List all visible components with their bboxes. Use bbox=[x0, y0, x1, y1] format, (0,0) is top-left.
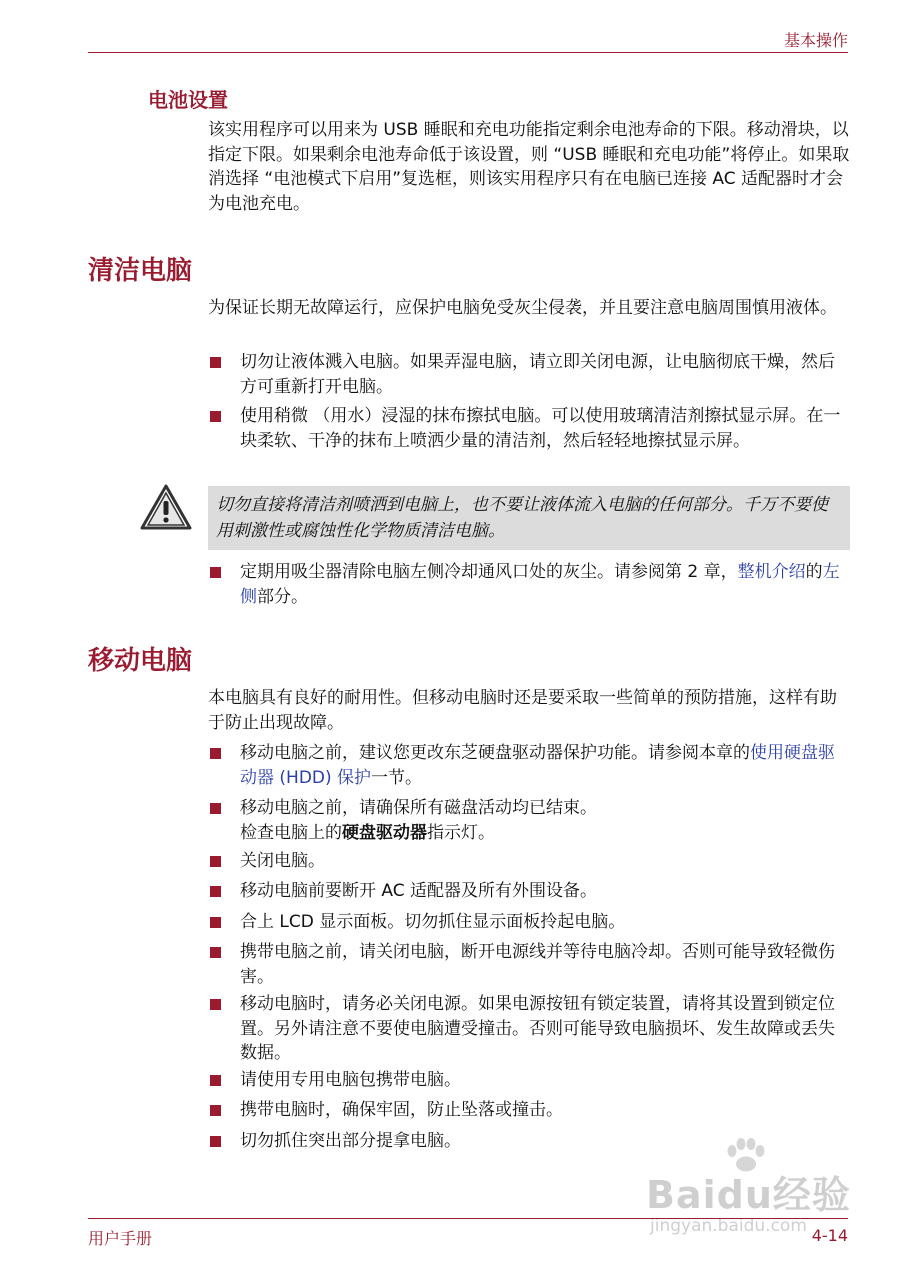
bullet-square-icon bbox=[210, 947, 221, 958]
bullet-text: 携带电脑时，确保牢固，防止坠落或撞击。 bbox=[240, 1100, 563, 1120]
bullet-text-prefix: 移动电脑之前，建议您更改东芝硬盘驱动器保护功能。请参阅本章的 bbox=[240, 743, 750, 763]
bullet-text-line1: 移动电脑之前，请确保所有磁盘活动均已结束。 bbox=[240, 798, 597, 818]
moving-bullet-carry-case bbox=[208, 1068, 850, 1093]
bullet-square-icon bbox=[210, 1075, 221, 1086]
bullet-square-icon bbox=[210, 411, 221, 422]
moving-bullet-secure bbox=[208, 1098, 850, 1123]
cleaning-bullet-cloth bbox=[208, 404, 850, 453]
moving-intro-paragraph: 本电脑具有良好的耐用性。但移动电脑时还是要采取一些简单的预防措施，这样有助于防止出现故障。 bbox=[208, 688, 837, 733]
bullet-text-line2-suffix: 指示灯。 bbox=[427, 822, 495, 843]
header-divider bbox=[88, 52, 848, 53]
bullet-square-icon bbox=[210, 803, 221, 814]
bullet-text-line2-prefix: 检查电脑上的 bbox=[240, 822, 342, 843]
bullet-text: 请使用专用电脑包携带电脑。 bbox=[240, 1070, 461, 1090]
bullet-square-icon bbox=[210, 856, 221, 867]
hdd-indicator-label: 硬盘驱动器 bbox=[342, 822, 427, 843]
caution-note: 切勿直接将清洁剂喷洒到电脑上，也不要让液体流入电脑的任何部分。千万不要使用刺激性或腐蚀性化学物质清洁电脑。 bbox=[208, 486, 850, 550]
bullet-text: 切勿让液体溅入电脑。如果弄湿电脑，请立即关闭电源，让电脑彻底干燥，然后方可重新打开电脑。 bbox=[240, 352, 835, 397]
link-hdd-protection[interactable]: 使用硬盘驱动器 (HDD) 保护 bbox=[240, 743, 835, 788]
running-header: 基本操作 bbox=[783, 31, 848, 50]
warning-triangle-icon bbox=[140, 484, 192, 530]
watermark-url-text: jingyan.baidu.com bbox=[650, 1216, 807, 1236]
cleaning-intro-paragraph: 为保证长期无故障运行，应保护电脑免受灰尘侵袭，并且要注意电脑周围慎用液体。 bbox=[208, 298, 837, 318]
bullet-text-mid: 的 bbox=[805, 562, 823, 582]
baidu-watermark bbox=[638, 1138, 858, 1238]
bullet-text-suffix: 一节。 bbox=[371, 767, 423, 788]
moving-bullet-disconnect bbox=[208, 879, 850, 904]
bullet-square-icon bbox=[210, 1136, 221, 1147]
bullet-square-icon bbox=[210, 999, 221, 1010]
moving-bullet-shutdown bbox=[208, 849, 850, 874]
moving-section-heading: 移动电脑 bbox=[88, 646, 193, 676]
footer-divider bbox=[88, 1218, 848, 1219]
bullet-square-icon bbox=[210, 917, 221, 928]
cleaning-bullet-vacuum bbox=[208, 560, 850, 609]
watermark-logo-text: Baidu经验 bbox=[646, 1173, 851, 1217]
bullet-text-prefix: 定期用吸尘器清除电脑左侧冷却通风口处的灰尘。请参阅第 2 章， bbox=[240, 562, 738, 582]
bullet-square-icon bbox=[210, 1105, 221, 1116]
battery-settings-paragraph: 该实用程序可以用来为 USB 睡眠和充电功能指定剩余电池寿命的下限。移动滑块，以指定下限。如果剩余电池寿命低于该设置，则 “USB 睡眠和充电功能”将停止。如果取消选择 “电池模式下启用”复选框，则该实用程序只有在电脑已连接 AC 适配器时才会为电池充电。 bbox=[208, 120, 850, 214]
bullet-text: 移动电脑前要断开 AC 适配器及所有外围设备。 bbox=[240, 881, 598, 901]
footer-manual-label: 用户手册 bbox=[88, 1229, 153, 1248]
bullet-text: 携带电脑之前，请关闭电脑，断开电源线并等待电脑冷却。否则可能导致轻微伤害。 bbox=[240, 942, 835, 987]
cleaning-bullet-liquid bbox=[208, 350, 850, 399]
bullet-square-icon bbox=[210, 357, 221, 368]
bullet-text: 合上 LCD 显示面板。切勿抓住显示面板拎起电脑。 bbox=[240, 912, 626, 932]
bullet-text: 移动电脑时，请务必关闭电源。如果电源按钮有锁定装置，请将其设置到锁定位置。另外请注意不要使电脑遭受撞击。否则可能导致电脑损坏、发生故障或丢失数据。 bbox=[240, 994, 835, 1063]
cleaning-section-heading: 清洁电脑 bbox=[88, 256, 193, 286]
moving-bullet-hdd-protection bbox=[208, 741, 850, 790]
bullet-square-icon bbox=[210, 567, 221, 578]
moving-bullet-cool-down bbox=[208, 940, 850, 989]
bullet-text: 使用稍微 （用水）浸湿的抹布擦拭电脑。可以使用玻璃清洁剂擦拭显示屏。在一块柔软、干净的抹布上喷洒少量的清洁剂，然后轻轻地擦拭显示屏。 bbox=[240, 406, 841, 451]
link-system-overview[interactable]: 整机介绍 bbox=[737, 562, 806, 582]
battery-settings-heading: 电池设置 bbox=[148, 88, 228, 112]
moving-bullet-power-lock bbox=[208, 992, 850, 1066]
bullet-square-icon bbox=[210, 748, 221, 759]
bullet-text-suffix: 部分。 bbox=[257, 586, 308, 607]
bullet-text: 关闭电脑。 bbox=[240, 851, 325, 871]
link-left-side[interactable]: 左侧 bbox=[240, 562, 840, 607]
bullet-square-icon bbox=[210, 886, 221, 897]
moving-bullet-disk-activity bbox=[208, 796, 850, 845]
moving-bullet-close-lcd bbox=[208, 910, 850, 935]
page-number: 4-14 bbox=[811, 1226, 848, 1245]
bullet-text: 切勿抓住突出部分提拿电脑。 bbox=[240, 1131, 461, 1151]
